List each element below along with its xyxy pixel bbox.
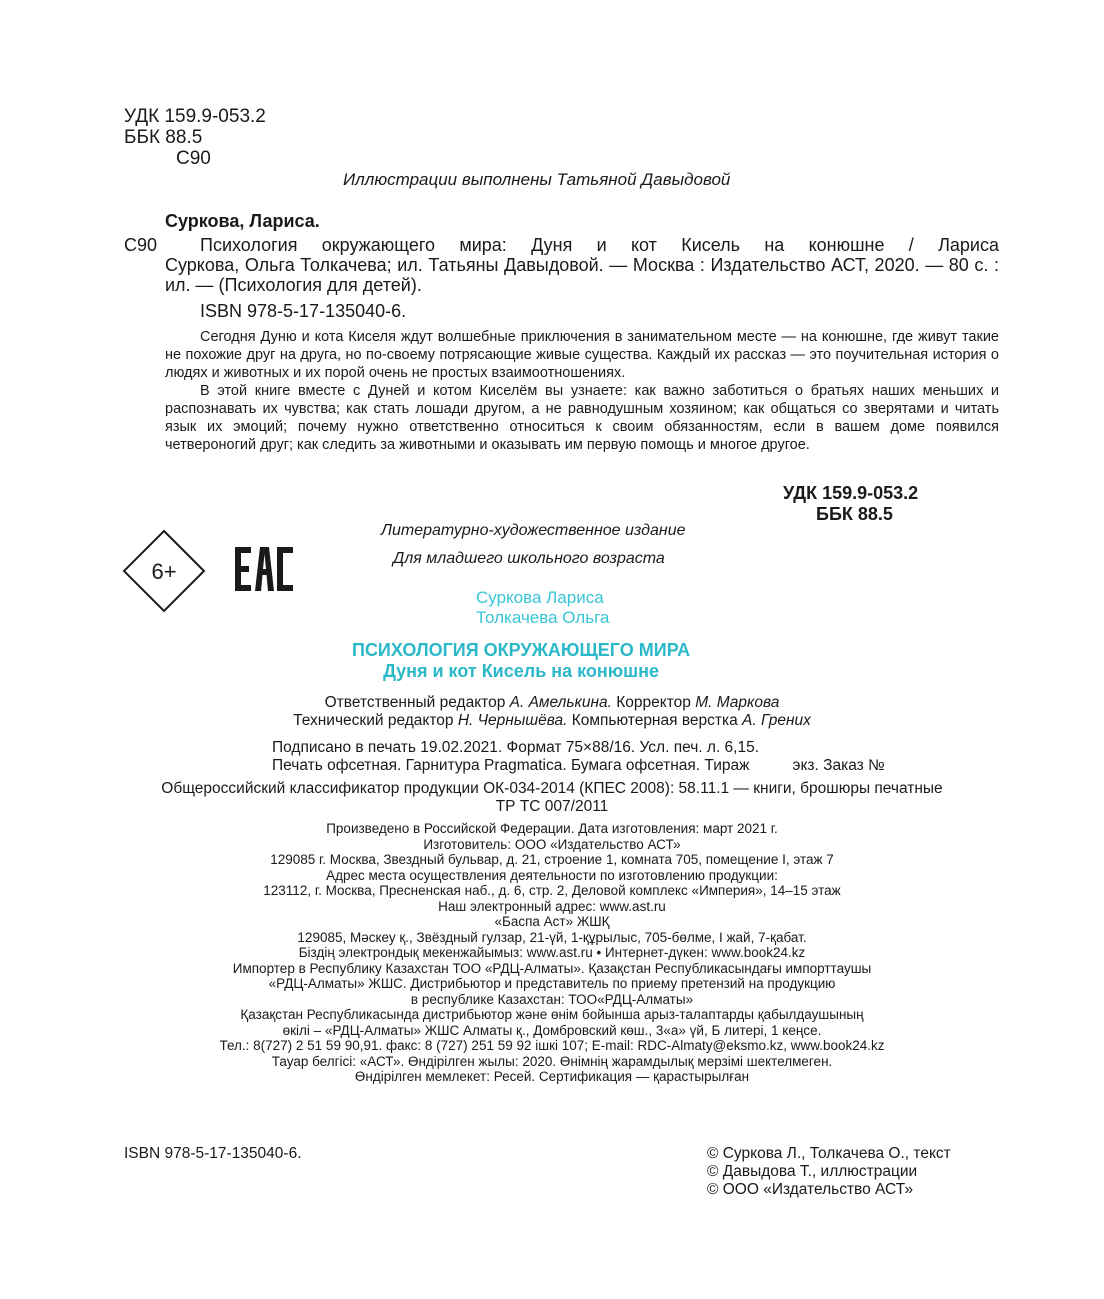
kazakh-line: «РДЦ-Алматы» ЖШС. Дистрибьютор и представитель по приему претензий на продукцию xyxy=(268,976,836,991)
kazakh-line: в республике Казахстан: ТОО«РДЦ-Алматы» xyxy=(410,991,694,1007)
author-2: Толкачева Ольга xyxy=(476,608,610,627)
authors-block xyxy=(476,588,609,628)
age-rating-diamond-icon xyxy=(122,529,206,613)
credit-role: Технический редактор xyxy=(293,712,458,729)
bold-codes xyxy=(783,483,918,525)
biblio-rest: Суркова, Ольга Толкачева; ил. Татьяны Давыдовой. — Москва : Издательство АСТ, 2020. — 80 с. : ил. — (Психология для детей). xyxy=(165,255,999,295)
biblio-author: Суркова, Лариса. xyxy=(165,211,320,231)
print-info xyxy=(272,739,885,775)
book-title xyxy=(352,640,690,682)
production-line: Произведено в Российской Федерации. Дата изготовления: март 2021 г. xyxy=(326,821,778,836)
product-classifier xyxy=(100,780,1004,816)
annotation xyxy=(165,328,999,454)
annotation-paragraph-2: В этой книге вместе с Дуней и котом Киселём вы узнаете: как важно заботиться о братьях наших меньших и распознавать их чувства; как стать лошади другом, а не равнодушным хозяином; как общаться со зверятами и читать язык их эмоций; почему нужно ответственно относиться к своим обязанностям, если в вашем доме появился четвероногий друг; как следить за животными и оказывать им первую помощь и многое другое. xyxy=(165,383,999,453)
biblio-isbn: ISBN 978-5-17-135040-6. xyxy=(200,301,407,321)
credit-person: А. Грених xyxy=(742,712,811,729)
kazakh-line: өкілі – «РДЦ-Алматы» ЖШС Алматы қ., Домбровский көш., 3«а» үй, Б литері, 1 кеңсе. xyxy=(282,1022,822,1038)
book-title-sub: Дуня и кот Кисель на конюшне xyxy=(383,661,660,681)
classifier-line-2: ТР ТС 007/2011 xyxy=(495,798,609,815)
kazakh-line: Қазақстан Республикасында дистрибьютор және өнім бойынша арыз-талаптарды қабылдаушының xyxy=(240,1007,864,1022)
udk-code-bold: УДК 159.9-053.2 xyxy=(783,483,919,503)
bbk-code-bold: ББК 88.5 xyxy=(816,504,893,524)
biblio-description xyxy=(165,235,999,295)
author-mark: С90 xyxy=(176,148,211,169)
copyright-line: © Давыдова Т., иллюстрации xyxy=(707,1163,918,1180)
classification-codes xyxy=(124,106,266,169)
isbn-bottom: ISBN 978-5-17-135040-6. xyxy=(124,1145,302,1162)
credit-role: Корректор xyxy=(611,694,696,711)
copyright-line: © ООО «Издательство АСТ» xyxy=(707,1181,914,1198)
production-line: Наш электронный адрес: www.ast.ru xyxy=(438,898,666,914)
production-line: 123112, г. Москва, Пресненская наб., д. 6, стр. 2, Деловой комплекс «Империя», 14–15 этаж xyxy=(263,883,841,898)
author-1: Суркова Лариса xyxy=(476,588,604,607)
udk-code: УДК 159.9-053.2 xyxy=(124,106,266,127)
eac-mark-icon xyxy=(233,545,295,593)
annotation-paragraph-1: Сегодня Дуню и кота Киселя ждут волшебные приключения в занимательном месте — на конюшне, где живут такие не похожие друг на друга, но по-своему потрясающие живые существа. Каждый их рассказ — это поучительная история о людях и животных и их порой очень не простых взаимоотношениях. xyxy=(165,329,999,381)
biblio-author-mark: С90 xyxy=(124,235,158,255)
production-line: 129085 г. Москва, Звездный бульвар, д. 21, строение 1, комната 705, помещение I, этаж 7 xyxy=(270,852,834,867)
print-info-line-1: Подписано в печать 19.02.2021. Формат 75×88/16. Усл. печ. л. 6,15. xyxy=(272,739,760,756)
illustrations-credit: Иллюстрации выполнены Татьяной Давыдовой xyxy=(343,170,731,189)
kazakh-line: Өндірілген мемлекет: Ресей. Сертификация — қарастырылған xyxy=(354,1069,750,1084)
production-line: Изготовитель: ООО «Издательство АСТ» xyxy=(423,836,681,852)
kazakh-line: Импортер в Республику Казахстан ТОО «РДЦ-Алматы». Қазақстан Республикасындағы импорттаушы xyxy=(232,960,872,976)
kazakh-line: Тел.: 8(727) 2 51 59 90,91. факс: 8 (727) 251 59 92 ішкі 107; E-mail: RDC-Almaty@eksmo.kz, www.book24.kz xyxy=(219,1038,885,1053)
age-group: Для младшего школьного возраста xyxy=(393,550,665,567)
print-info-line-2: Печать офсетная. Гарнитура Pragmatica. Бумага офсетная. Тираж экз. Заказ № xyxy=(272,757,885,774)
kazakh-line: «Баспа Аст» ЖШҚ xyxy=(494,914,610,929)
credit-role: Компьютерная верстка xyxy=(567,712,743,729)
credit-person: М. Маркова xyxy=(695,694,780,711)
kazakhstan-info xyxy=(100,914,1004,1085)
editorial-credits xyxy=(100,694,1004,730)
age-rating-label: 6+ xyxy=(151,559,177,584)
book-title-main: ПСИХОЛОГИЯ ОКРУЖАЮЩЕГО МИРА xyxy=(352,640,691,660)
edition-type: Литературно-художественное издание xyxy=(381,522,686,539)
credits-line-1 xyxy=(100,694,1004,712)
bbk-code: ББК 88.5 xyxy=(124,127,203,148)
credit-role: Ответственный редактор xyxy=(324,694,510,711)
production-info xyxy=(100,821,1004,914)
kazakh-line: Біздің электрондық мекенжайымыз: www.ast.ru • Интернет-дүкен: www.book24.kz xyxy=(298,945,806,960)
kazakh-line: Тауар белгісі: «АСТ». Өндірілген жылы: 2020. Өнімнің жарамдылық мерзімі шектелмеген. xyxy=(271,1053,833,1069)
credit-person: А. Амелькина. xyxy=(509,694,612,711)
credit-person: Н. Чернышёва. xyxy=(457,712,568,729)
copyright-block xyxy=(707,1145,951,1199)
biblio-line-1: Психология окружающего мира: Дуня и кот Кисель на конюшне / Лариса xyxy=(200,235,999,255)
classifier-line-1: Общероссийский классификатор продукции ОК-034-2014 (КПЕС 2008): 58.11.1 — книги, брошюры печатные xyxy=(161,780,943,797)
credits-line-2 xyxy=(100,712,1004,730)
production-line: Адрес места осуществления деятельности по изготовлению продукции: xyxy=(326,867,778,883)
copyright-line: © Суркова Л., Толкачева О., текст xyxy=(707,1145,951,1162)
kazakh-line: 129085, Мәскеу қ., Звёздный гулзар, 21-үй, 1-құрылыс, 705-бөлме, I жай, 7-қабат. xyxy=(297,929,807,945)
